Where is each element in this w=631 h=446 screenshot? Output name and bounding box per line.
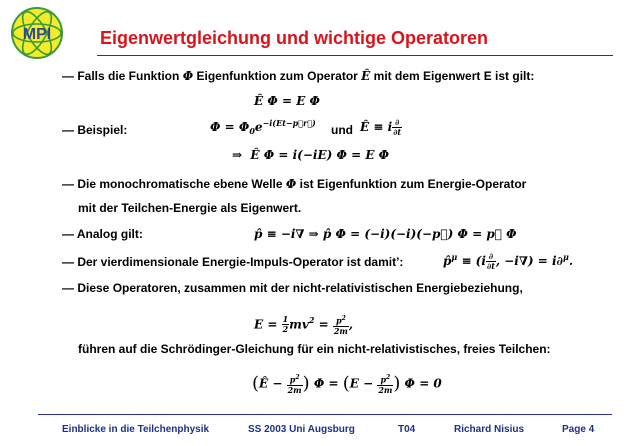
footer-divider <box>38 414 612 415</box>
footer-topic: T04 <box>398 424 416 435</box>
bullet-four-vector: — Der vierdimensionale Energie-Impuls-Operator ist damit’: <box>62 255 404 269</box>
and-word: und <box>331 123 353 137</box>
footer-semester: SS 2003 Uni Augsburg <box>248 424 355 435</box>
bullet-eigenfunction: — Falls die Funktion Φ Eigenfunktion zum Operator Ê mit dem Eigenwert E ist gilt: <box>62 69 535 83</box>
equation-energy-relation: E = $\frac{1}{2}$ $mv^2$ = $\frac{p^2}{2m}$ , <box>254 314 354 336</box>
equation-schroedinger: (Ê − $\frac{p^2}{2m}$ ) Φ = (E − $\frac{p^2}{2m}$ ) Φ = 0 <box>252 373 442 395</box>
equation-plane-wave: $\Phi = \Phi_0e^{-i(Et-p⃗r⃗)}$ <box>210 118 316 136</box>
equation-eigenvalue: Ê Φ = E Φ <box>254 94 320 108</box>
equation-energy-operator: Ê ≡ i $\frac{\partial}{\partial t}$ <box>360 117 402 137</box>
bullet-operators: — Diese Operatoren, zusammen mit der nicht-relativistischen Energiebeziehung, <box>62 281 523 295</box>
equation-momentum: p̂ ≡ −i∇ ⇒ p̂ Φ = (−i)(−i)(−p⃗) Φ = p⃗ Φ <box>254 227 517 241</box>
page-title: Eigenwertgleichung und wichtige Operatoren <box>100 28 489 48</box>
equation-four-vector: p̂$^\mu$ ≡ (i $\frac{\partial}{\partial t}$ , −i∇) = i∂$^\mu$. <box>443 251 574 271</box>
bullet-monochromatic-cont: mit der Teilchen-Energie als Eigenwert. <box>78 201 302 215</box>
svg-text:MPI: MPI <box>22 26 52 43</box>
footer-author: Richard Nisius <box>454 424 525 435</box>
footer-lecture: Einblicke in die Teilchenphysik <box>62 424 210 435</box>
footer-page: Page 4 <box>562 424 595 435</box>
bullet-schroedinger: führen auf die Schrödinger-Gleichung für ein nicht-relativistisches, freies Teilchen: <box>78 342 551 356</box>
bullet-analog: — Analog gilt: <box>62 227 143 241</box>
equation-result: ⇒ Ê Φ = i(−iE) Φ = E Φ <box>232 148 390 162</box>
title-divider <box>97 55 613 56</box>
mpi-logo <box>8 4 66 62</box>
bullet-monochromatic: — Die monochromatische ebene Welle Φ ist Eigenfunktion zum Energie-Operator <box>62 177 527 191</box>
bullet-example-label: — Beispiel: <box>62 123 128 137</box>
